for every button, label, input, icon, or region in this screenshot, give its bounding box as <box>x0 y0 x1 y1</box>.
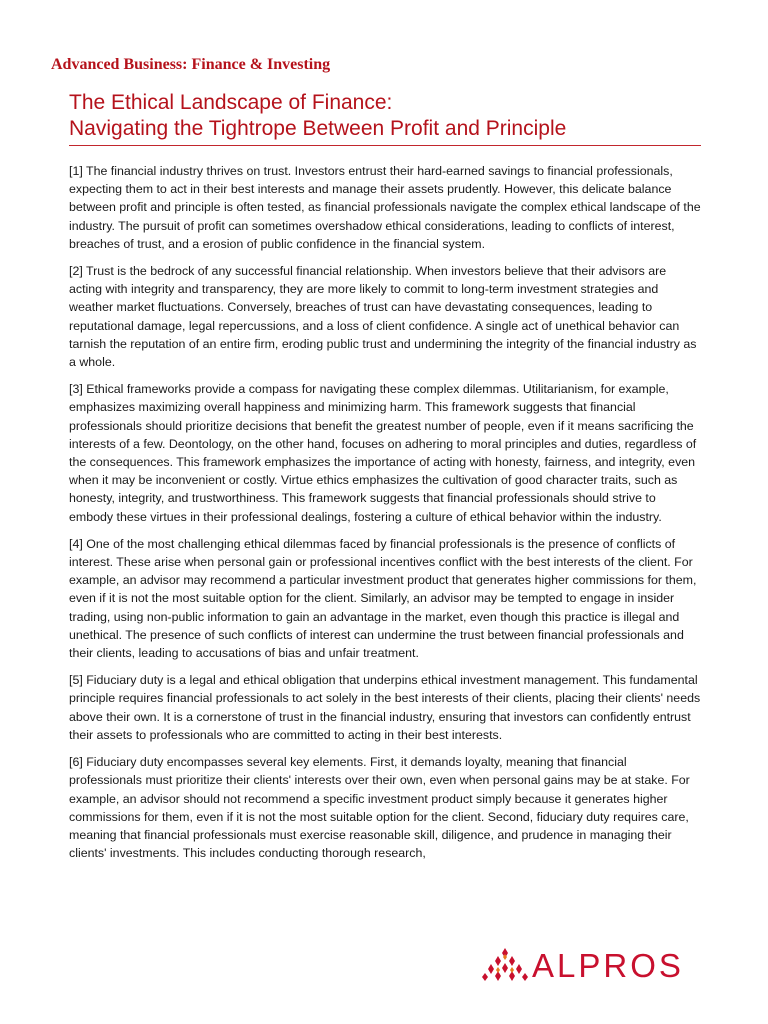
brand-logo <box>482 946 722 986</box>
title-line-1: The Ethical Landscape of Finance: <box>69 91 393 114</box>
paragraph-1: [1] The financial industry thrives on trust. Investors entrust their hard-earned savings to financial professionals, expecting them to act in their best interests and manage their assets prudently. However, this delicate balance between profit and principle is often tested, as financial professionals navigate the complex ethical landscape of the industry. The pursuit of profit can sometimes overshadow ethical considerations, leading to conflicts of interest, breaches of trust, and a erosion of public confidence in the financial system. <box>69 164 701 251</box>
logo-wordmark: ALPROS <box>532 947 684 984</box>
paragraph-6: [6] Fiduciary duty encompasses several key elements. First, it demands loyalty, meaning that financial professionals must prioritize their clients' interests over their own, even when personal gains may be at stake. For example, an advisor should not recommend a specific investment product simply because it generates higher commissions for them, even if it is not the most suitable option for the client. Second, fiduciary duty requires care, meaning that financial professionals must exercise reasonable skill, diligence, and prudence in managing their clients' investments. This includes conducting thorough research, <box>69 755 690 861</box>
paragraph-3: [3] Ethical frameworks provide a compass for navigating these complex dilemmas. Utilitarianism, for example, emphasizes maximizing overall happiness and minimizing harm. This framework suggests that financial professionals should prioritize decisions that benefit the greatest number of people, even if it means sacrificing the interests of a few. Deontology, on the other hand, focuses on adhering to moral principles and duties, regardless of the consequences. This framework emphasizes the importance of acting with honesty, fairness, and integrity, even when it may be inconvenient or costly. Virtue ethics emphasizes the cultivation of good character traits, such as honesty, integrity, and trustworthiness. This framework suggests that financial professionals should strive to embody these virtues in their professional dealings, fostering a culture of ethical behavior within the industry. <box>69 382 697 524</box>
diamond-cluster-icon <box>482 946 528 986</box>
article-title <box>69 90 701 142</box>
paragraph-5: [5] Fiduciary duty is a legal and ethical obligation that underpins ethical investment management. This fundamental principle requires financial professionals to act solely in the best interests of their clients, placing their clients' needs above their own. It is a cornerstone of trust in the financial industry, ensuring that investors can confidently entrust their assets to professionals who are committed to acting in their best interests. <box>69 673 701 742</box>
paragraph-2: [2] Trust is the bedrock of any successful financial relationship. When investors believe that their advisors are acting with integrity and transparency, they are more likely to commit to long-term investment strategies and weather market fluctuations. Conversely, breaches of trust can have devastating consequences, leading to reputational damage, legal repercussions, and a loss of client confidence. A single act of unethical behavior can tarnish the reputation of an entire firm, eroding public trust and undermining the integrity of the financial industry as a whole. <box>69 264 697 370</box>
title-divider <box>69 145 701 146</box>
paragraph-4: [4] One of the most challenging ethical dilemmas faced by financial professionals is the presence of conflicts of interest. These arise when personal gain or professional incentives conflict with the best interests of the client. For example, an advisor may recommend a particular investment product that generates higher commissions for them, even if it is not the most suitable option for the client. Similarly, an advisor may be tempted to engage in insider trading, using non-public information to gain an advantage in the market, even though this practice is illegal and unethical. The presence of such conflicts of interest can undermine the trust between financial professionals and their clients, leading to accusations of bias and unfair treatment. <box>69 536 697 661</box>
section-label: Advanced Business: Finance & Investing <box>51 56 331 73</box>
article-body <box>69 162 701 871</box>
title-line-2: Navigating the Tightrope Between Profit and Principle <box>69 117 567 140</box>
